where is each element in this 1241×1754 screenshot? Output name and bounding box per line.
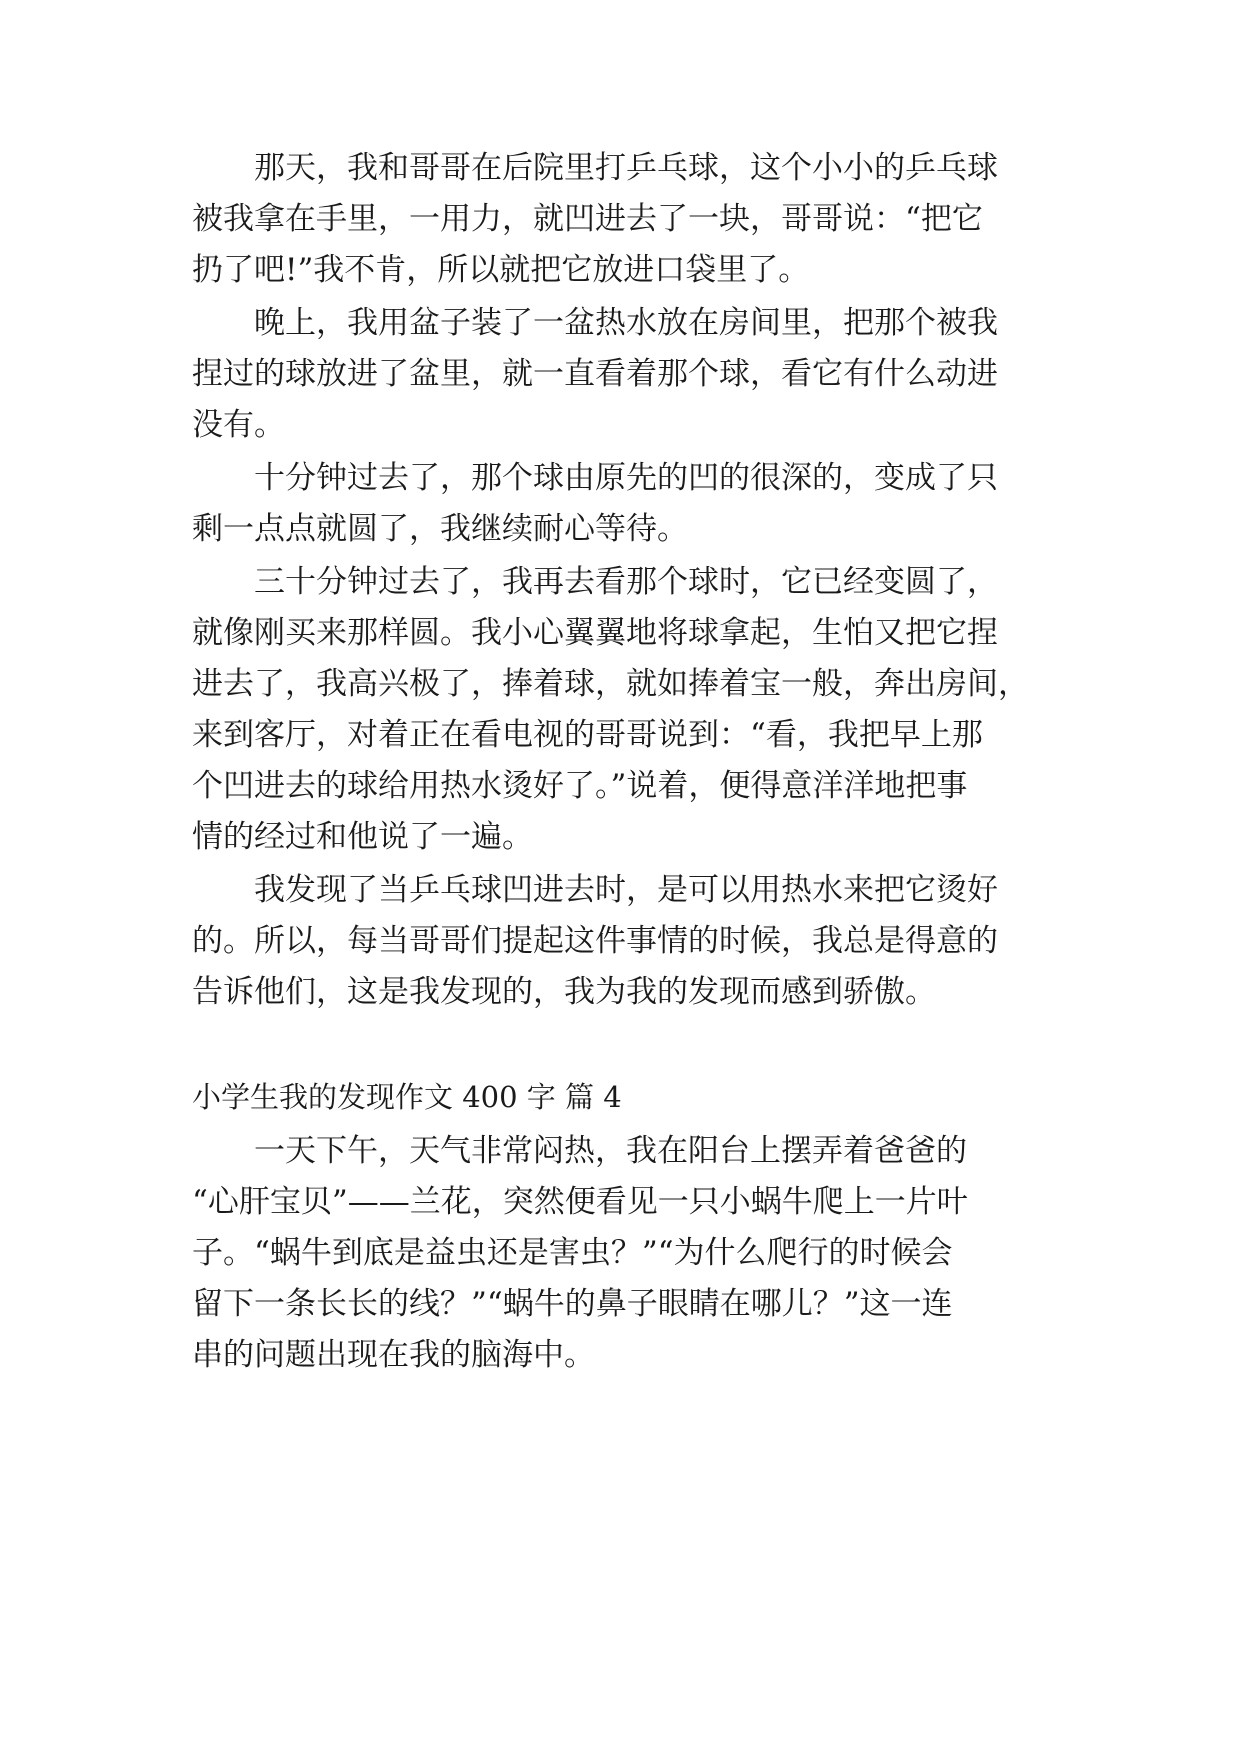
paragraph-4-line-3: 进去了，我高兴极了，捧着球，就如捧着宝一般，奔出房间， [192, 666, 1029, 702]
paragraph-4-line-1: 三十分钟过去了，我再去看那个球时，它已经变圆了， [254, 564, 998, 600]
paragraph-4-line-2: 就像刚买来那样圆。我小心翼翼地将球拿起，生怕又把它捏 [192, 615, 998, 651]
section-heading: 小学生我的发现作文 400 字 篇 4 [192, 1080, 622, 1114]
paragraph-3-line-1: 十分钟过去了，那个球由原先的凹的很深的，变成了只 [254, 460, 998, 496]
paragraph-6-line-5: 串的问题出现在我的脑海中。 [192, 1337, 595, 1373]
paragraph-2-line-1: 晚上，我用盆子装了一盆热水放在房间里，把那个被我 [254, 305, 998, 341]
paragraph-1-line-2: 被我拿在手里，一用力，就凹进去了一块，哥哥说：“把它 [192, 201, 983, 237]
paragraph-4-line-4: 来到客厅，对着正在看电视的哥哥说到：“看，我把早上那 [192, 717, 983, 753]
paragraph-3-line-2: 剩一点点就圆了，我继续耐心等待。 [192, 511, 688, 547]
paragraph-5-line-1: 我发现了当乒乓球凹进去时，是可以用热水来把它烫好 [254, 872, 998, 908]
paragraph-2-line-3: 没有。 [192, 407, 285, 443]
paragraph-2-line-2: 捏过的球放进了盆里，就一直看着那个球，看它有什么动进 [192, 356, 998, 392]
paragraph-1-line-1: 那天，我和哥哥在后院里打乒乓球，这个小小的乒乓球 [254, 150, 998, 186]
paragraph-5-line-2: 的。所以，每当哥哥们提起这件事情的时候，我总是得意的 [192, 923, 998, 959]
paragraph-1-line-3: 扔了吧!”我不肯，所以就把它放进口袋里了。 [192, 252, 810, 288]
paragraph-6-line-2: “心肝宝贝”——兰花，突然便看见一只小蜗牛爬上一片叶 [192, 1184, 968, 1220]
paragraph-6-line-3: 子。“蜗牛到底是益虫还是害虫？”“为什么爬行的时候会 [192, 1235, 953, 1271]
paragraph-5-line-3: 告诉他们，这是我发现的，我为我的发现而感到骄傲。 [192, 974, 936, 1010]
paragraph-4-line-6: 情的经过和他说了一遍。 [192, 819, 533, 855]
paragraph-4-line-5: 个凹进去的球给用热水烫好了。”说着，便得意洋洋地把事 [192, 768, 968, 804]
paragraph-6-line-4: 留下一条长长的线？”“蜗牛的鼻子眼睛在哪儿？”这一连 [192, 1286, 953, 1322]
paragraph-6-line-1: 一天下午，天气非常闷热，我在阳台上摆弄着爸爸的 [254, 1133, 967, 1169]
